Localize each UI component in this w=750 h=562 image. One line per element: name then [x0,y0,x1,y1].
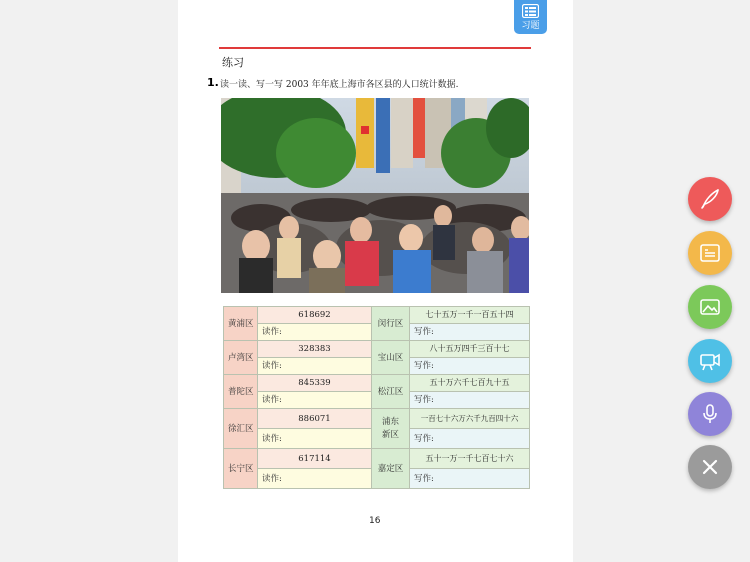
table-row [224,307,530,324]
pen-icon [698,187,722,211]
population-words: 五十万六千七百九十五 [410,375,530,392]
section-divider [219,47,531,49]
district-name [372,409,410,449]
video-button[interactable] [688,339,732,383]
table-row [224,341,530,358]
write-answer-field[interactable]: 写作: [410,392,530,409]
text-card-icon [698,241,722,265]
read-answer-field[interactable]: 读作: [258,429,372,449]
district-name: 长宁区 [224,449,258,489]
table-row [224,409,530,429]
population-number: 617114 [258,449,372,469]
read-answer-field[interactable]: 读作: [258,358,372,375]
district-name: 嘉定区 [372,449,410,489]
question-number: 1. [207,76,219,89]
street-crowd-photo [221,98,529,293]
write-answer-field[interactable]: 写作: [410,429,530,449]
district-name: 徐汇区 [224,409,258,449]
image-icon [698,295,722,319]
district-name-line: 浦东 [381,416,399,427]
close-button[interactable] [688,445,732,489]
read-answer-field[interactable]: 读作: [258,469,372,489]
section-title: 练习 [222,56,244,69]
exercise-badge[interactable] [514,0,547,34]
read-answer-field[interactable]: 读作: [258,392,372,409]
population-number: 845339 [258,375,372,392]
population-table [223,306,530,489]
district-name-line: 新区 [381,429,399,440]
read-answer-field[interactable]: 读作: [258,324,372,341]
write-answer-field[interactable]: 写作: [410,358,530,375]
write-answer-field[interactable]: 写作: [410,324,530,341]
population-words: 八十五万四千三百十七 [410,341,530,358]
video-camera-icon [698,349,722,373]
table-row [224,375,530,392]
page-number: 16 [369,516,381,526]
district-name: 松江区 [372,375,410,409]
population-words: 一百七十六万六千九百四十六 [410,409,530,429]
population-number: 328383 [258,341,372,358]
district-name: 闵行区 [372,307,410,341]
district-name: 卢湾区 [224,341,258,375]
audio-record-button[interactable] [688,392,732,436]
microphone-icon [698,402,722,426]
pen-tool-button[interactable] [688,177,732,221]
district-name: 普陀区 [224,375,258,409]
population-words: 七十五万一千一百五十四 [410,307,530,324]
image-button[interactable] [688,285,732,329]
district-name: 宝山区 [372,341,410,375]
question-text: 读一读、写一写 2003 年年底上海市各区县的人口统计数据. [220,80,459,90]
population-number: 618692 [258,307,372,324]
text-card-button[interactable] [688,231,732,275]
population-words: 五十一万一千七百七十六 [410,449,530,469]
exercise-badge-label: 习题 [521,21,540,31]
table-row [224,449,530,469]
list-icon [522,4,539,18]
close-icon [698,455,722,479]
write-answer-field[interactable]: 写作: [410,469,530,489]
district-name: 黄浦区 [224,307,258,341]
population-number: 886071 [258,409,372,429]
